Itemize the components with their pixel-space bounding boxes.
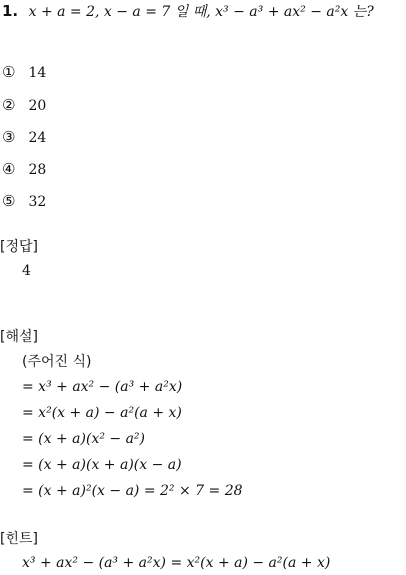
solution-line: = x²(x + a) − a²(a + x) xyxy=(22,405,182,421)
option-value: 28 xyxy=(28,162,47,178)
option-2[interactable] xyxy=(2,96,46,115)
question xyxy=(2,2,374,21)
question-stem: x + a = 2, x − a = 7 일 때, x³ − a³ + ax² − a²x 는? xyxy=(28,4,374,20)
option-1[interactable] xyxy=(2,63,46,82)
option-value: 20 xyxy=(28,98,47,114)
question-number: 1. xyxy=(2,2,19,20)
option-mark: ⑤ xyxy=(2,192,16,210)
hint-label: [힌트] xyxy=(0,531,38,547)
option-3[interactable] xyxy=(2,128,46,147)
option-mark: ① xyxy=(2,63,16,81)
hint-line: x³ + ax² − (a³ + a²x) = x²(x + a) − a²(a + x) xyxy=(22,555,331,571)
solution-line: (주어진 식) xyxy=(22,354,92,370)
option-value: 14 xyxy=(28,65,47,81)
option-4[interactable] xyxy=(2,160,46,179)
solution-label: [해설] xyxy=(0,329,38,345)
answer-label: [정답] xyxy=(0,239,38,255)
option-value: 24 xyxy=(28,130,47,146)
option-mark: ③ xyxy=(2,128,16,146)
solution-line: = (x + a)²(x − a) = 2² × 7 = 28 xyxy=(22,483,243,499)
option-mark: ④ xyxy=(2,160,16,178)
option-mark: ② xyxy=(2,96,16,114)
option-value: 32 xyxy=(28,194,47,210)
answer-value: 4 xyxy=(22,263,31,279)
option-5[interactable] xyxy=(2,192,46,211)
solution-line: = (x + a)(x² − a²) xyxy=(22,431,145,447)
solution-line: = (x + a)(x + a)(x − a) xyxy=(22,457,182,473)
solution-line: = x³ + ax² − (a³ + a²x) xyxy=(22,379,183,395)
